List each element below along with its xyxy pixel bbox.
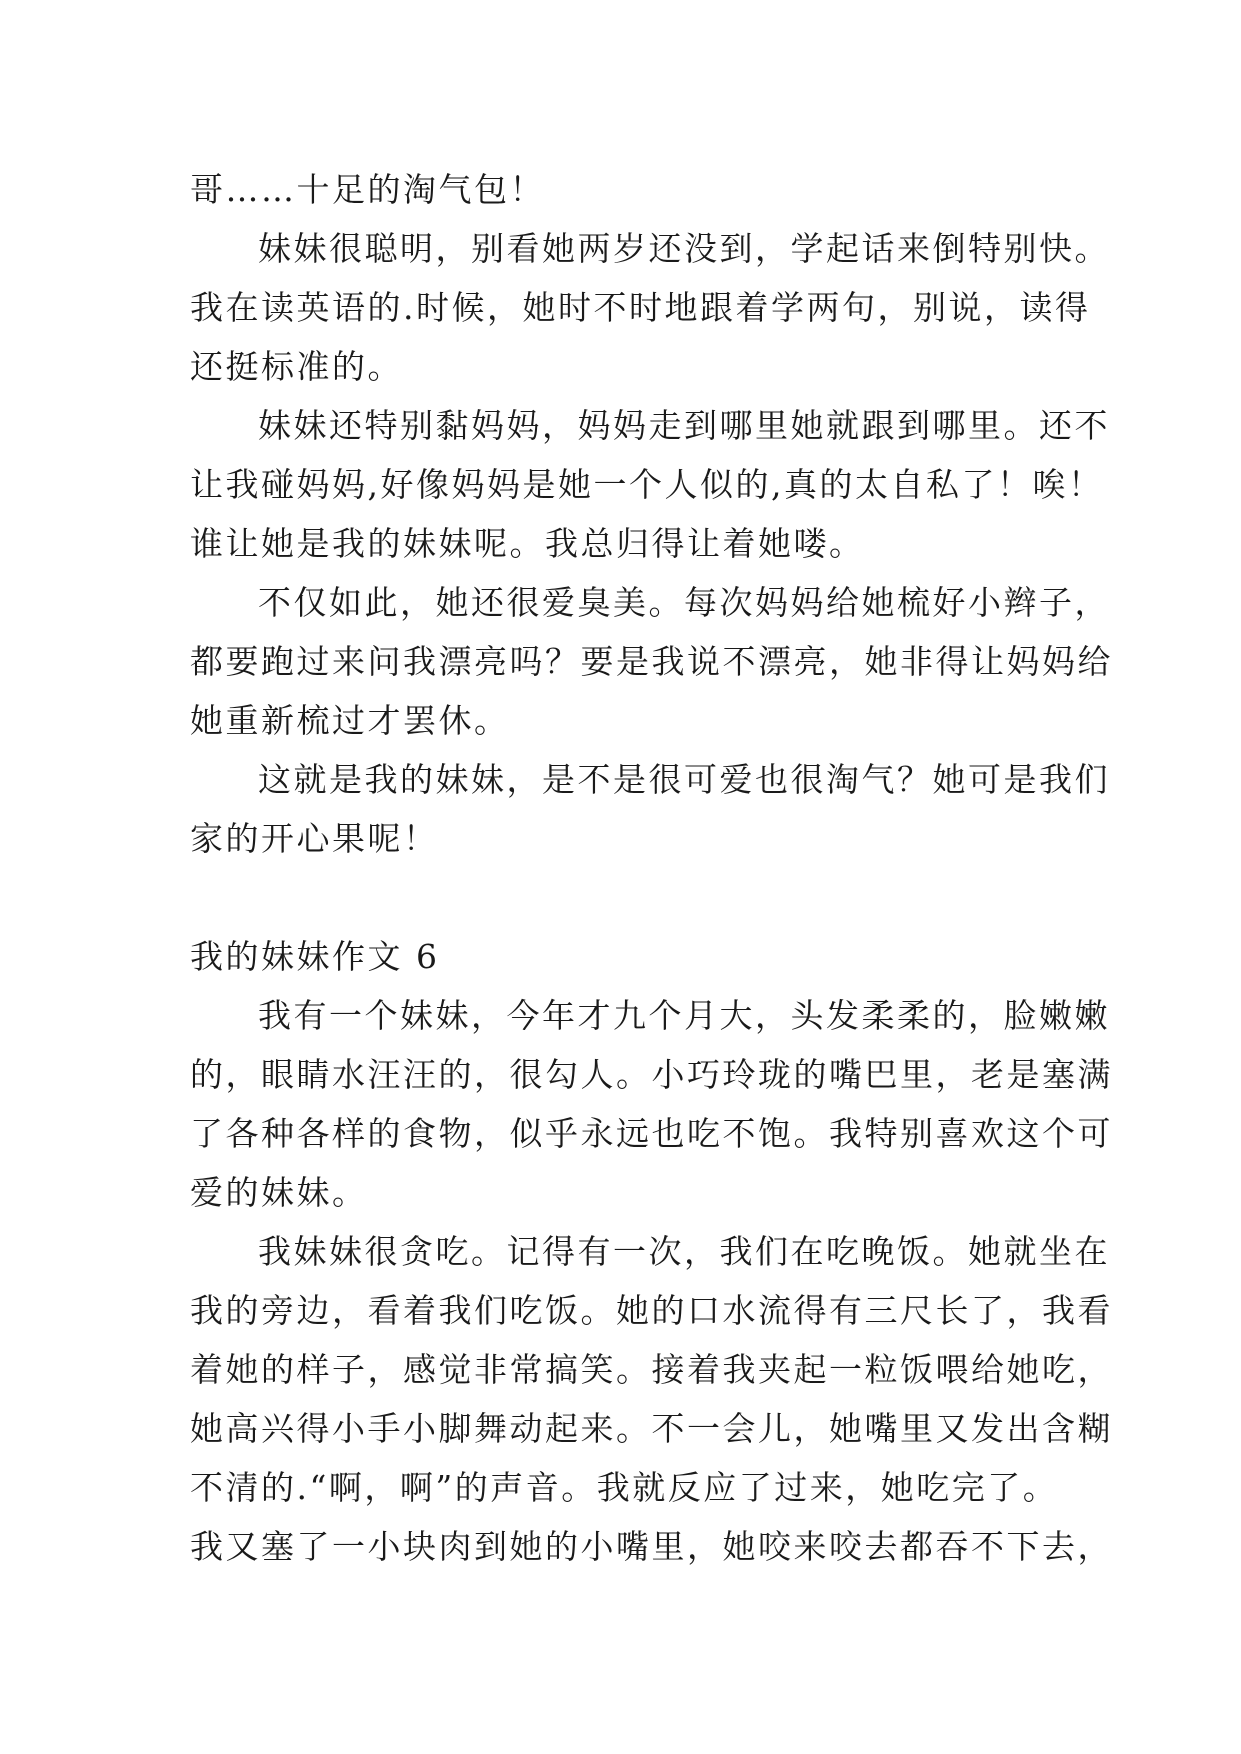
text-line: 妹妹很聪明，别看她两岁还没到，学起话来倒特别快。	[258, 229, 1110, 268]
text-line: 妹妹还特别黏妈妈，妈妈走到哪里她就跟到哪里。还不	[258, 406, 1110, 445]
text-line: 这就是我的妹妹，是不是很可爱也很淘气？她可是我们	[258, 760, 1110, 799]
text-line: 让我碰妈妈,好像妈妈是她一个人似的,真的太自私了！唉！	[190, 465, 1104, 504]
text-line: 谁让她是我的妹妹呢。我总归得让着她喽。	[190, 524, 865, 563]
text-line: 我有一个妹妹，今年才九个月大，头发柔柔的，脸嫩嫩	[258, 996, 1110, 1035]
text-line: 我在读英语的.时候，她时不时地跟着学两句，别说，读得	[190, 288, 1091, 327]
text-line: 不仅如此，她还很爱臭美。每次妈妈给她梳好小辫子，	[258, 583, 1110, 622]
text-line: 都要跑过来问我漂亮吗？要是我说不漂亮，她非得让妈妈给	[190, 642, 1113, 681]
text-line: 我妹妹很贪吃。记得有一次，我们在吃晚饭。她就坐在	[258, 1232, 1110, 1271]
text-line: 的，眼睛水汪汪的，很勾人。小巧玲珑的嘴巴里，老是塞满	[190, 1055, 1113, 1094]
text-line: 我的旁边，看着我们吃饭。她的口水流得有三尺长了，我看	[190, 1291, 1113, 1330]
text-line: 我又塞了一小块肉到她的小嘴里，她咬来咬去都吞不下去，	[190, 1527, 1113, 1566]
paragraph-gap	[190, 868, 1070, 927]
text-line: 她高兴得小手小脚舞动起来。不一会儿，她嘴里又发出含糊	[190, 1409, 1113, 1448]
text-line: 她重新梳过才罢休。	[190, 701, 510, 740]
text-line: 爱的妹妹。	[190, 1173, 368, 1212]
text-line: 家的开心果呢！	[190, 819, 439, 858]
text-line: 不清的.“啊，啊”的声音。我就反应了过来，她吃完了。	[190, 1468, 1059, 1507]
text-line: 哥……十足的淘气包！	[190, 170, 545, 209]
text-line: 着她的样子，感觉非常搞笑。接着我夹起一粒饭喂给她吃，	[190, 1350, 1113, 1389]
text-line: 还挺标准的。	[190, 347, 403, 386]
document-body	[190, 160, 1113, 1576]
text-line: 了各种各样的食物，似乎永远也吃不饱。我特别喜欢这个可	[190, 1114, 1113, 1153]
section-title: 我的妹妹作文 6	[190, 937, 440, 976]
